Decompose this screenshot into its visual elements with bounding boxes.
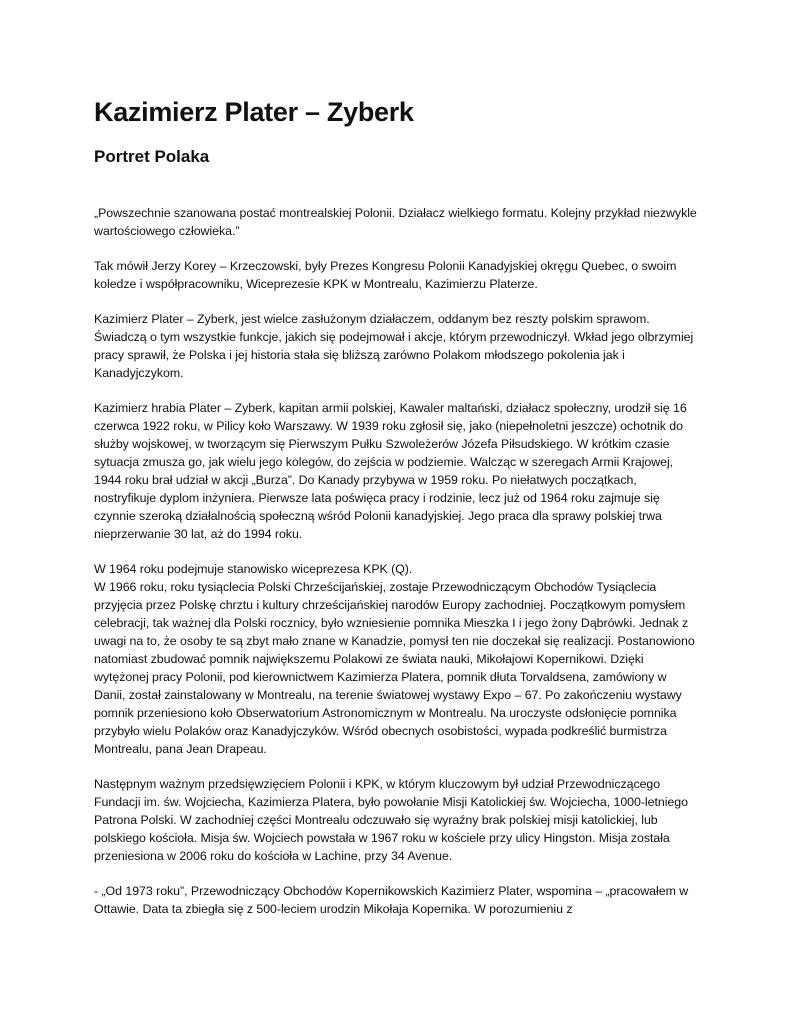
paragraph-mission: Następnym ważnym przedsięwzięciem Polonii i KPK, w którym kluczowym był udział Przewodniczącego Fundacji im. św. Wojciecha, Kazimierza Platera, było powołanie Misji Katolickiej św. Wojciecha, 1000-letniego Patrona Polski. W zachodniej części Montrealu odczuwało się wyraźny brak polskiej misji katolickiej, lub polskiego kościoła. Misja św. Wojciech powstała w 1967 roku w kościele przy ulicy Hingston. Misja została przeniesiona w 2006 roku do kościoła w Lachine, przy 34 Avenue. [94,777,688,863]
document-title: Kazimierz Plater – Zyberk [94,97,414,127]
document-subtitle: Portret Polaka [94,147,210,166]
paragraph-korey: Tak mówił Jerzy Korey – Krzeczowski, były Prezes Kongresu Polonii Kanadyjskiej okręgu Quebec, o swoim koledze i współpracowniku, Wiceprezesie KPK w Montrealu, Kazimierzu Platerze. [94,259,677,291]
paragraph-1966: W 1966 roku, roku tysiąclecia Polski Chrześcijańskiej, zostaje Przewodniczącym Obchodów Tysiąclecia przyjęcia przez Polskę chrztu i kultury chrześcijańskiej narodów Europy zachodniej. Początkowym pomysłem celebracji, tak ważnej dla Polski rocznicy, było wzniesienie pomnika Mieszka I i jego żony Dąbrówki. Jednak z uwagi na to, że osoby te są zbyt mało znane w Kanadzie, pomysł ten nie doczekał się realizacji. Postanowiono natomiast zbudować pomnik największemu Polakowi ze świata nauki, Mikołajowi Kopernikowi. Dzięki wytężonej pracy Polonii, pod kierownictwem Kazimierza Platera, pomnik dłuta Torvaldsena, zamówiony w Danii, został zainstalowany w Montrealu, na terenie światowej wystawy Expo – 67. Po zakończeniu wystawy pomnik przeniesiono koło Obserwatorium Astronomicznym w Montrealu. Na uroczyste odsłonięcie pomnika przybyło wielu Polaków oraz Kanadyjczyków. Wśród obecnych osobistości, wypada podkreślić burmistrza Montrealu, pana Jean Drapeau. [94,580,695,756]
paragraph-1964: W 1964 roku podejmuje stanowisko wiceprezesa KPK (Q). [94,562,413,576]
document-body [94,204,700,918]
document-page [94,92,700,935]
paragraph-1973: - „Od 1973 roku”, Przewodniczący Obchodów Kopernikowskich Kazimierz Plater, wspomina – „pracowałem w Ottawie. Data ta zbiegła się z 500-leciem urodzin Mikołaja Kopernika. W porozumieniu z [94,884,689,916]
paragraph-biography: Kazimierz hrabia Plater – Zyberk, kapitan armii polskiej, Kawaler maltański, działacz społeczny, urodził się 16 czerwca 1922 roku, w Pilicy koło Warszawy. W 1939 roku zgłosił się, jako (niepełnoletni jeszcze) ochotnik do służby wojskowej, w tworzącym się Pierwszym Pułku Szwoleżerów Józefa Piłsudskiego. W krótkim czasie sytuacja zmusza go, jak wielu jego kolegów, do zejścia w podziemie. Walcząc w szeregach Armii Krajowej, 1944 roku brał udział w akcji „Burza”. Do Kanady przybywa w 1959 roku. Po niełatwych początkach, nostryfikuje dyplom inżyniera. Pierwsze lata poświęca pracy i rodzinie, lecz już od 1964 roku zajmuje się czynnie szeroką działalnością społeczną wśród Polonii kanadyjskiej. Jego praca dla sprawy polskiej trwa nieprzerwanie 30 lat, aż do 1994 roku. [94,401,687,541]
paragraph-intro: Kazimierz Plater – Zyberk, jest wielce zasłużonym działaczem, oddanym bez reszty polskim sprawom. Świadczą o tym wszystkie funkcje, jakich się podejmował i akcje, którym przewodniczył. Wkład jego olbrzymiej pracy sprawił, że Polska i jej historia stała się bliższą zarówno Polakom młodszego pokolenia jak i Kanadyjczykom. [94,312,694,380]
paragraph-quote: „Powszechnie szanowana postać montrealskiej Polonii. Działacz wielkiego formatu. Kolejny przykład niezwykle wartościowego człowieka.” [94,206,697,238]
